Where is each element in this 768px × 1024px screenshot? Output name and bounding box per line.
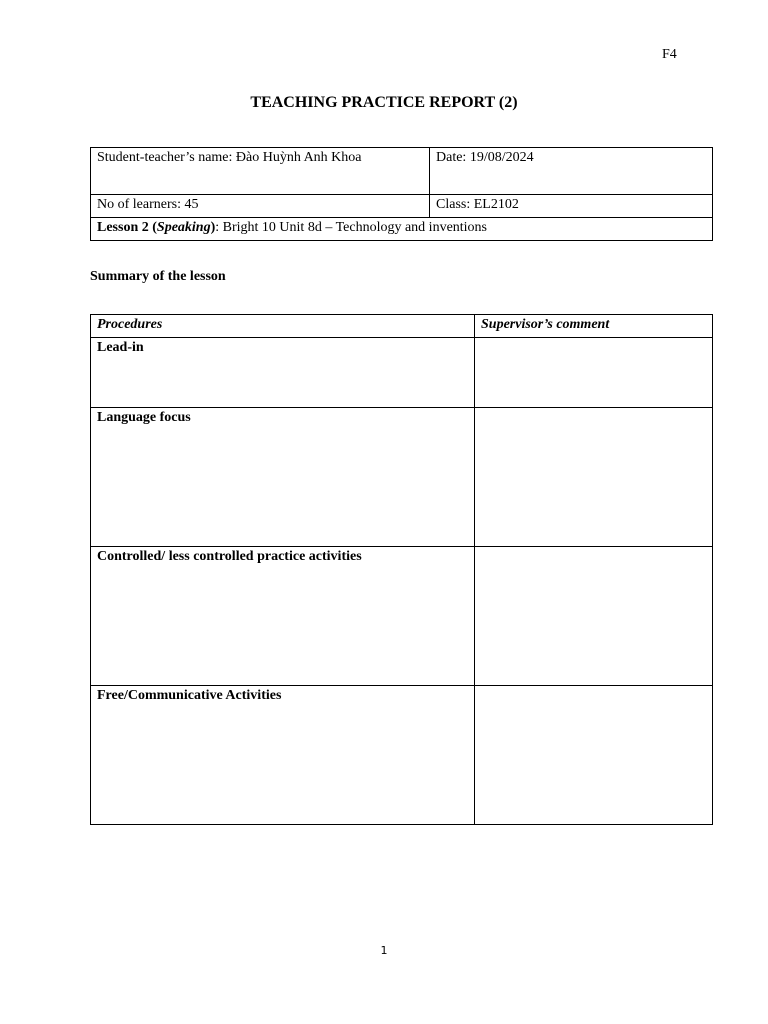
table-row [91,547,713,686]
class-value: Class: EL2102 [436,197,519,212]
procedure-label-controlled-practice: Controlled/ less controlled practice activities [91,547,475,686]
summary-heading: Summary of the lesson [90,269,226,284]
table-row [91,686,713,825]
student-teacher-name: Student-teacher’s name: Đào Huỳnh Anh Khoa [97,150,362,165]
learners-cell [91,195,430,218]
lesson-close: ) [210,220,216,235]
procedures-header: Procedures [91,315,475,338]
table-row [91,408,713,547]
date-cell [430,148,713,195]
class-cell [430,195,713,218]
report-title: TEACHING PRACTICE REPORT (2) [250,94,518,111]
procedures-table [90,314,713,825]
lesson-label [97,220,215,235]
learners-count: No of learners: 45 [97,197,199,212]
student-teacher-name-cell [91,148,430,195]
procedure-label-free-activities: Free/Communicative Activities [91,686,475,825]
date-value: Date: 19/08/2024 [436,150,534,165]
lesson-skill: Speaking [156,220,211,235]
procedure-label-language-focus: Language focus [91,408,475,547]
form-code: F4 [662,47,677,62]
comment-cell-free-activities [475,686,713,825]
table-row [91,338,713,408]
supervisor-comment-header: Supervisor’s comment [475,315,713,338]
info-table [90,147,713,241]
lesson-prefix: Lesson 2 ( [97,220,157,235]
procedure-label-lead-in: Lead-in [91,338,475,408]
info-row [91,195,713,218]
comment-cell-controlled-practice [475,547,713,686]
lesson-cell [91,218,713,241]
info-row [91,218,713,241]
lesson-title: : Bright 10 Unit 8d – Technology and inventions [215,220,488,235]
table-header-row [91,315,713,338]
page-number: 1 [380,944,388,957]
info-row [91,148,713,195]
comment-cell-lead-in [475,338,713,408]
comment-cell-language-focus [475,408,713,547]
